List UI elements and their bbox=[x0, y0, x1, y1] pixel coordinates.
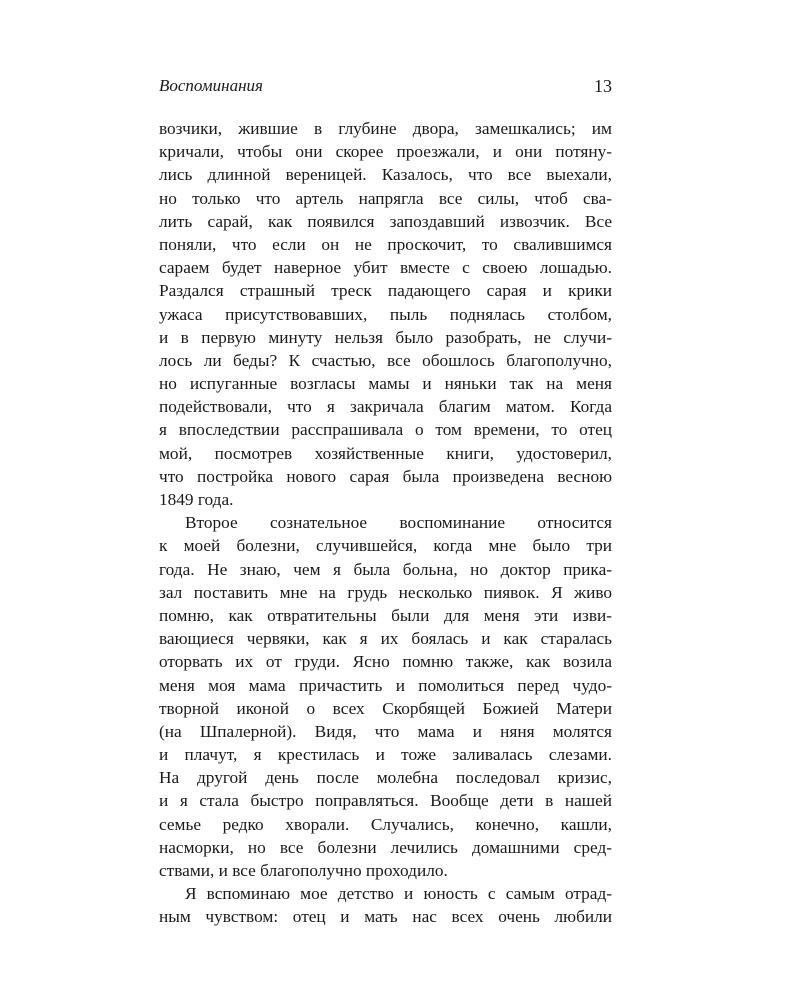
text-line: насморки, но все болезни лечились домашними сред- bbox=[159, 837, 612, 857]
text-line: я впоследствии расспрашивала о том времени, то отец bbox=[159, 420, 612, 440]
text-line: и плачут, я крестилась и тоже заливалась слезами. bbox=[159, 745, 612, 765]
paragraph-first-line: Второе сознательное воспоминание относится bbox=[185, 513, 612, 533]
text-line: к моей болезни, случившейся, когда мне было три bbox=[159, 536, 612, 556]
text-line: сараем будет наверное убит вместе с своею лошадью. bbox=[159, 258, 612, 278]
text-line: зал поставить мне на грудь несколько пиявок. Я живо bbox=[159, 582, 612, 602]
text-line: творной иконой о всех Скорбящей Божией Матери bbox=[159, 698, 612, 718]
text-line: ствами, и все благополучно проходило. bbox=[159, 861, 448, 880]
text-line: лись длинной вереницей. Казалось, что все выехали, bbox=[159, 165, 612, 185]
text-line: меня моя мама причастить и помолиться перед чудо- bbox=[159, 675, 612, 695]
text-line: ным чувством: отец и мать нас всех очень любили bbox=[159, 907, 612, 927]
text-line: поняли, что если он не проскочит, то свалившимся bbox=[159, 234, 612, 254]
text-line: помню, как отвратительны были для меня эти изви- bbox=[159, 605, 612, 625]
text-line: и я стала быстро поправляться. Вообще дети в нашей bbox=[159, 791, 612, 811]
paragraph-first-line: Я вспоминаю мое детство и юность с самым отрад- bbox=[185, 884, 612, 904]
text-line: семье редко хворали. Случались, конечно, кашли, bbox=[159, 814, 612, 834]
text-line: (на Шпалерной). Видя, что мама и няня молятся bbox=[159, 721, 612, 741]
text-line: оторвать их от груди. Ясно помню также, как возила bbox=[159, 652, 612, 672]
text-line: На другой день после молебна последовал кризис, bbox=[159, 768, 612, 788]
running-head bbox=[159, 74, 612, 98]
text-line: вающиеся червяки, как я их боялась и как старалась bbox=[159, 629, 612, 649]
text-line: что постройка нового сарая была произведена весною bbox=[159, 466, 612, 486]
page-number: 13 bbox=[594, 76, 612, 96]
text-line: подействовали, что я закричала благим матом. Когда bbox=[159, 397, 612, 417]
text-line: возчики, жившие в глубине двора, замешкались; им bbox=[159, 119, 612, 138]
text-line: лось ли беды? К счастью, все обошлось благополучно, bbox=[159, 350, 612, 370]
text-line: лить сарай, как появился запоздавший извозчик. Все bbox=[159, 211, 612, 231]
body-text bbox=[159, 117, 612, 929]
text-line: года. Не знаю, чем я была больна, но доктор прика- bbox=[159, 559, 612, 579]
text-line: но только что артель напрягла все силы, чтоб сва- bbox=[159, 188, 612, 208]
text-line: мой, посмотрев хозяйственные книги, удостоверил, bbox=[159, 443, 612, 463]
text-line: кричали, чтобы они скорее проезжали, и они потяну- bbox=[159, 142, 612, 162]
text-line: 1849 года. bbox=[159, 490, 234, 509]
text-line: Раздался страшный треск падающего сарая и крики bbox=[159, 281, 612, 301]
text-line: и в первую минуту нельзя было разобрать, не случи- bbox=[159, 327, 612, 347]
text-line: но испуганные возгласы мамы и няньки так на меня bbox=[159, 374, 612, 394]
running-head-title: Воспоминания bbox=[159, 76, 263, 95]
text-line: ужаса присутствовавших, пыль поднялась столбом, bbox=[159, 304, 612, 324]
